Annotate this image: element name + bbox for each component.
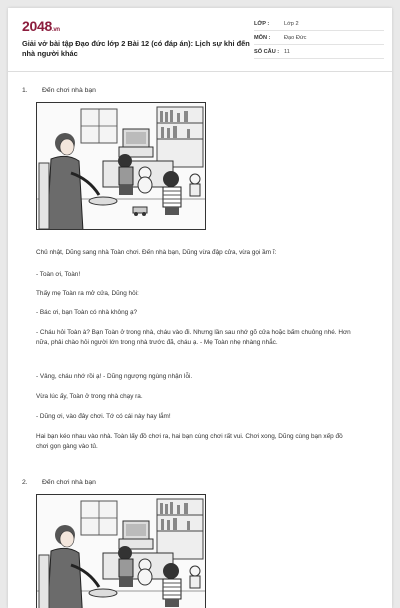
story-paragraph: - Bác ơi, bạn Toàn có nhà không ạ? bbox=[36, 309, 138, 316]
story-illustration bbox=[36, 102, 206, 230]
meta-value: 11 bbox=[284, 48, 290, 55]
question-title: Đến chơi nhà bạn bbox=[42, 478, 96, 486]
document-title: Giải vở bài tập Đạo đức lớp 2 Bài 12 (có đáp án): Lịch sự khi đến nhà người khác bbox=[22, 39, 250, 58]
logo-text: 2048 bbox=[22, 18, 52, 34]
story-paragraph: Thấy mẹ Toàn ra mở cửa, Dũng hỏi: bbox=[36, 290, 139, 297]
question-title: Đến chơi nhà bạn bbox=[42, 86, 96, 94]
illustration-drawing bbox=[37, 103, 206, 230]
story-paragraph: - Dũng ơi, vào đây chơi. Tớ có cái này hay lắm! bbox=[36, 413, 171, 420]
question-2-header bbox=[22, 476, 378, 488]
meta-label: SỐ CÂU : bbox=[254, 48, 280, 55]
site-logo[interactable] bbox=[22, 18, 60, 34]
document-page bbox=[8, 8, 392, 608]
story-paragraph: - Toàn ơi, Toàn! bbox=[36, 271, 81, 278]
meta-row-count bbox=[254, 45, 384, 59]
story-paragraph: Chủ nhật, Dũng sang nhà Toàn chơi. Đến nhà bạn, Dũng vừa đập cửa, vừa gọi ầm ĩ: bbox=[36, 249, 277, 256]
meta-row-class bbox=[254, 17, 384, 31]
meta-table bbox=[254, 17, 384, 59]
question-number: 1. bbox=[22, 86, 28, 94]
story-paragraph: Hai bạn kéo nhau vào nhà. Toàn lấy đồ chơi ra, hai bạn cùng chơi rất vui. Chơi xong, Dũng cùng bạn xếp đồ chơi gọn gàng vào tủ. bbox=[36, 433, 343, 450]
story-paragraph: - Cháu hỏi Toàn à? Bạn Toàn ở trong nhà, cháu vào đi. Nhưng lần sau nhớ gõ cửa hoặc bấm chuông nhé. Hơn nữa, phải chào hỏi người lớn trong nhà trước đã, cháu ạ. - Mẹ Toàn nhẹ nhàng nhắc. bbox=[36, 329, 351, 346]
question-number: 2. bbox=[22, 478, 28, 486]
meta-label: LỚP : bbox=[254, 20, 270, 27]
logo-suffix: .vn bbox=[51, 27, 60, 33]
illustration-drawing bbox=[37, 495, 206, 608]
meta-value: Đạo Đức bbox=[284, 34, 307, 41]
meta-label: MÔN : bbox=[254, 34, 271, 41]
story-paragraph: - Vâng, cháu nhớ rồi ạ! - Dũng ngượng ngùng nhận lỗi. bbox=[36, 373, 193, 380]
question-1-header bbox=[22, 84, 378, 96]
meta-value: Lớp 2 bbox=[284, 20, 299, 27]
meta-row-subject bbox=[254, 31, 384, 45]
story-illustration bbox=[36, 494, 206, 608]
document-header bbox=[8, 8, 392, 72]
story-paragraph: Vừa lúc ấy, Toàn ở trong nhà chạy ra. bbox=[36, 393, 143, 400]
